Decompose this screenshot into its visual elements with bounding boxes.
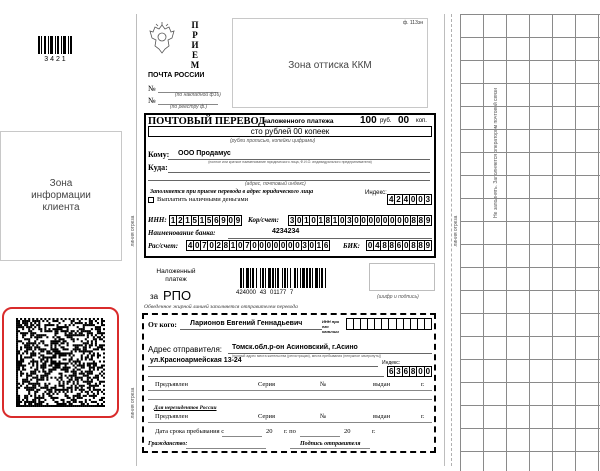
address-value: Томск.обл.р-он Асиновский, г.Асино bbox=[232, 344, 358, 351]
sender-inn-label: ИНН при его наличии bbox=[322, 319, 340, 334]
operator-grid bbox=[460, 14, 600, 471]
digit-cell: 0 bbox=[295, 241, 300, 250]
digit-cell: 8 bbox=[389, 241, 394, 250]
rpo-label: РПО bbox=[163, 288, 192, 303]
left-barcode bbox=[38, 36, 72, 54]
transfer-title: ПОЧТОВЫЙ ПЕРЕВОД bbox=[148, 116, 266, 127]
digit-cell: 1 bbox=[304, 216, 309, 225]
digit-cell: 0 bbox=[309, 241, 314, 250]
digit-cell: 4 bbox=[187, 241, 193, 250]
kop-label: коп. bbox=[416, 118, 427, 124]
registry-caption: (по реестру ф.) bbox=[170, 104, 208, 110]
empty-cell bbox=[353, 318, 360, 330]
digit-cell: 5 bbox=[206, 216, 212, 225]
digit-cell: 5 bbox=[192, 216, 197, 225]
digit-cell: 4 bbox=[388, 195, 394, 204]
stay-g-po: г. по bbox=[284, 428, 296, 435]
digit-cell: 0 bbox=[354, 216, 359, 225]
kop-value: 00 bbox=[398, 115, 410, 126]
digit-cell: 1 bbox=[230, 241, 236, 250]
index-cells bbox=[387, 194, 432, 205]
where-label: Куда: bbox=[148, 163, 168, 172]
digit-cell: 0 bbox=[280, 241, 286, 250]
digit-cell: 8 bbox=[418, 241, 423, 250]
digit-cell: 7 bbox=[202, 241, 207, 250]
cash-out-label: Выплатить наличными деньгами bbox=[157, 196, 249, 203]
rpo-barcode bbox=[240, 268, 328, 288]
client-zone-label: Зона информации клиента bbox=[31, 178, 91, 213]
bank-value: 4234234 bbox=[272, 228, 300, 235]
rub-label: руб. bbox=[380, 118, 392, 124]
obligation-note: Обведенное жирной линией заполняется отправителем перевода bbox=[144, 304, 298, 310]
digit-cell: 0 bbox=[397, 216, 402, 225]
digit-cell: 0 bbox=[425, 367, 431, 376]
russian-post-label: ПОЧТА РОССИИ bbox=[148, 72, 205, 79]
empty-cell bbox=[424, 318, 432, 330]
digit-cell: 8 bbox=[410, 367, 416, 376]
sender-address-caption: (полный адрес места жительства (регистрации), места пребывания (ненужное зачеркнуть)) bbox=[232, 354, 382, 358]
sender-index-cells bbox=[387, 366, 432, 377]
bik-cells bbox=[366, 240, 432, 251]
digit-cell: 8 bbox=[411, 216, 416, 225]
left-barcode-digits: 3 4 2 1 bbox=[44, 56, 66, 63]
number-sign-2: № bbox=[148, 96, 156, 105]
empty-cell bbox=[374, 318, 381, 330]
ras-label: Рас/счет: bbox=[148, 242, 179, 250]
cash-out-checkbox[interactable] bbox=[148, 197, 154, 203]
empty-cell bbox=[410, 318, 417, 330]
inn-label: ИНН: bbox=[148, 216, 167, 224]
digit-cell: 0 bbox=[418, 367, 423, 376]
digit-cell: 1 bbox=[318, 216, 323, 225]
cod-title: Наложенный платеж bbox=[156, 268, 196, 283]
digit-cell: 0 bbox=[367, 241, 373, 250]
digit-cell: 0 bbox=[418, 195, 423, 204]
digit-cell: 9 bbox=[425, 216, 431, 225]
presented-1: Предъявлен bbox=[155, 381, 188, 388]
transfer-subtitle: наложенного платежа bbox=[263, 118, 334, 125]
digit-cell: 0 bbox=[375, 216, 381, 225]
digit-cell: 0 bbox=[368, 216, 374, 225]
digit-cell: 0 bbox=[195, 241, 200, 250]
digit-cell: 6 bbox=[388, 367, 394, 376]
cut-line-right bbox=[451, 14, 452, 466]
amount-value: 100 bbox=[360, 115, 377, 126]
digit-cell: 0 bbox=[252, 241, 257, 250]
to-label: Кому: bbox=[148, 150, 170, 159]
kkm-zone-label: Зона оттиска ККМ bbox=[288, 60, 372, 71]
digit-cell: 0 bbox=[339, 216, 345, 225]
digit-cell: 0 bbox=[382, 216, 388, 225]
digit-cell: 8 bbox=[382, 241, 387, 250]
year-1: г. bbox=[421, 381, 425, 388]
street-value: ул.Красноармейская 13-24 bbox=[150, 357, 242, 364]
number-sign-1: № bbox=[148, 84, 156, 93]
digit-cell: 8 bbox=[325, 216, 331, 225]
digit-cell: 0 bbox=[237, 241, 243, 250]
separator-left bbox=[136, 14, 137, 466]
stay-g-end: г. bbox=[372, 428, 376, 435]
empty-cell bbox=[388, 318, 395, 330]
cut-line-label-left: линия отреза bbox=[130, 215, 136, 247]
stay-20b: 20 bbox=[344, 428, 351, 435]
digit-cell: 9 bbox=[425, 241, 431, 250]
digit-cell: 8 bbox=[411, 241, 416, 250]
sticker-box bbox=[369, 263, 435, 291]
digit-cell: 0 bbox=[390, 216, 395, 225]
digit-cell: 0 bbox=[311, 216, 316, 225]
digit-cell: 0 bbox=[209, 241, 214, 250]
cut-line-label-right: линия отреза bbox=[453, 215, 459, 247]
digit-cell: 0 bbox=[361, 216, 366, 225]
year-2: г. bbox=[421, 413, 425, 420]
stay-20a: 20 bbox=[266, 428, 273, 435]
form-code: ф. 113эн bbox=[403, 20, 424, 26]
digit-cell: 6 bbox=[403, 367, 409, 376]
legal-note: Заполняется при приеме перевода в адрес юридического лица bbox=[150, 189, 314, 195]
digit-cell: 0 bbox=[228, 216, 233, 225]
index-label: Индекс: bbox=[365, 190, 387, 196]
priem-title: ПРИЕМ bbox=[190, 20, 200, 70]
address-label: Адрес отправителя: bbox=[148, 345, 222, 354]
digit-cell: 0 bbox=[259, 241, 264, 250]
from-value: Ларионов Евгений Геннадьевич bbox=[190, 320, 303, 327]
digit-cell: 4 bbox=[375, 241, 380, 250]
digit-cell: 7 bbox=[245, 241, 250, 250]
korr-label: Кор/счет: bbox=[248, 216, 279, 224]
bik-label: БИК: bbox=[343, 242, 360, 250]
digit-cell: 8 bbox=[418, 216, 424, 225]
empty-cell bbox=[396, 318, 403, 330]
invoice-caption: (по накладной ф16) bbox=[175, 92, 221, 98]
empty-cell bbox=[381, 318, 388, 330]
inn-cells bbox=[169, 215, 242, 226]
separator-right bbox=[444, 14, 445, 466]
emblem-icon bbox=[147, 22, 177, 56]
digit-cell: 1 bbox=[185, 216, 190, 225]
sender-inn-cells bbox=[346, 318, 432, 330]
amount-words: сто рублей 00 копеек bbox=[250, 127, 330, 136]
digit-cell: 4 bbox=[403, 195, 409, 204]
empty-cell bbox=[403, 318, 410, 330]
digit-cell: 0 bbox=[410, 195, 416, 204]
sticker-caption: (шифр и подпись) bbox=[377, 294, 419, 300]
rpo-prefix: за bbox=[150, 292, 159, 301]
digit-cell: 0 bbox=[403, 241, 409, 250]
digit-cell: 0 bbox=[273, 241, 279, 250]
issued-1: выдан bbox=[373, 381, 391, 388]
digit-cell: 9 bbox=[235, 216, 241, 225]
digit-cell: 0 bbox=[266, 241, 272, 250]
digit-cell: 3 bbox=[289, 216, 295, 225]
residents-note: Для нерезидентов России bbox=[154, 405, 217, 411]
presented-2: Предъявлен bbox=[155, 413, 188, 420]
to-caption: (полное или краткое наименование юридического лица, Ф.И.О. индивидуального предпринимателя) bbox=[208, 160, 372, 164]
digit-cell: 2 bbox=[396, 195, 401, 204]
empty-cell bbox=[367, 318, 374, 330]
digit-cell: 1 bbox=[332, 216, 338, 225]
num-2: № bbox=[320, 413, 327, 420]
digit-cell: 1 bbox=[170, 216, 176, 225]
empty-cell bbox=[346, 318, 353, 330]
stay-date-label: Дата срока пребывания с bbox=[155, 428, 225, 435]
bank-label: Наименование банка: bbox=[148, 229, 216, 237]
series-2: Серия bbox=[258, 413, 276, 420]
digit-cell: 2 bbox=[178, 216, 183, 225]
amount-caption: (рубли прописью, копейки цифрами) bbox=[230, 138, 316, 144]
digit-cell: 1 bbox=[199, 216, 205, 225]
datamatrix-code bbox=[16, 318, 105, 407]
operator-note: Не заполнять. Заполняется оператором почтовой связи bbox=[493, 88, 499, 218]
digit-cell: 1 bbox=[316, 241, 322, 250]
citizenship-label: Гражданство: bbox=[148, 441, 188, 447]
rpo-barcode-number: 424000 43 01177 7 bbox=[236, 290, 294, 296]
digit-cell: 0 bbox=[404, 216, 409, 225]
digit-cell: 8 bbox=[223, 241, 229, 250]
series-1: Серия bbox=[258, 381, 276, 388]
sender-index-label: Индекс: bbox=[382, 360, 401, 366]
digit-cell: 0 bbox=[288, 241, 293, 250]
digit-cell: 6 bbox=[323, 241, 329, 250]
issued-2: выдан bbox=[373, 413, 391, 420]
digit-cell: 9 bbox=[221, 216, 226, 225]
digit-cell: 3 bbox=[302, 241, 307, 250]
from-label: От кого: bbox=[148, 320, 177, 329]
empty-cell bbox=[360, 318, 367, 330]
digit-cell: 2 bbox=[216, 241, 221, 250]
digit-cell: 3 bbox=[425, 195, 431, 204]
to-value: ООО Продамус bbox=[178, 150, 231, 157]
empty-cell bbox=[417, 318, 424, 330]
korr-cells bbox=[288, 215, 432, 226]
ras-cells bbox=[186, 240, 330, 251]
signature-label: Подпись отправителя bbox=[300, 441, 361, 447]
digit-cell: 3 bbox=[396, 367, 401, 376]
digit-cell: 6 bbox=[214, 216, 219, 225]
digit-cell: 3 bbox=[347, 216, 352, 225]
cut-line-label-bottom: линия отреза bbox=[130, 387, 136, 419]
address-caption: (адрес, почтовый индекс) bbox=[245, 181, 306, 187]
num-1: № bbox=[320, 381, 327, 388]
client-info-zone bbox=[0, 131, 122, 261]
digit-cell: 0 bbox=[297, 216, 302, 225]
digit-cell: 6 bbox=[396, 241, 402, 250]
